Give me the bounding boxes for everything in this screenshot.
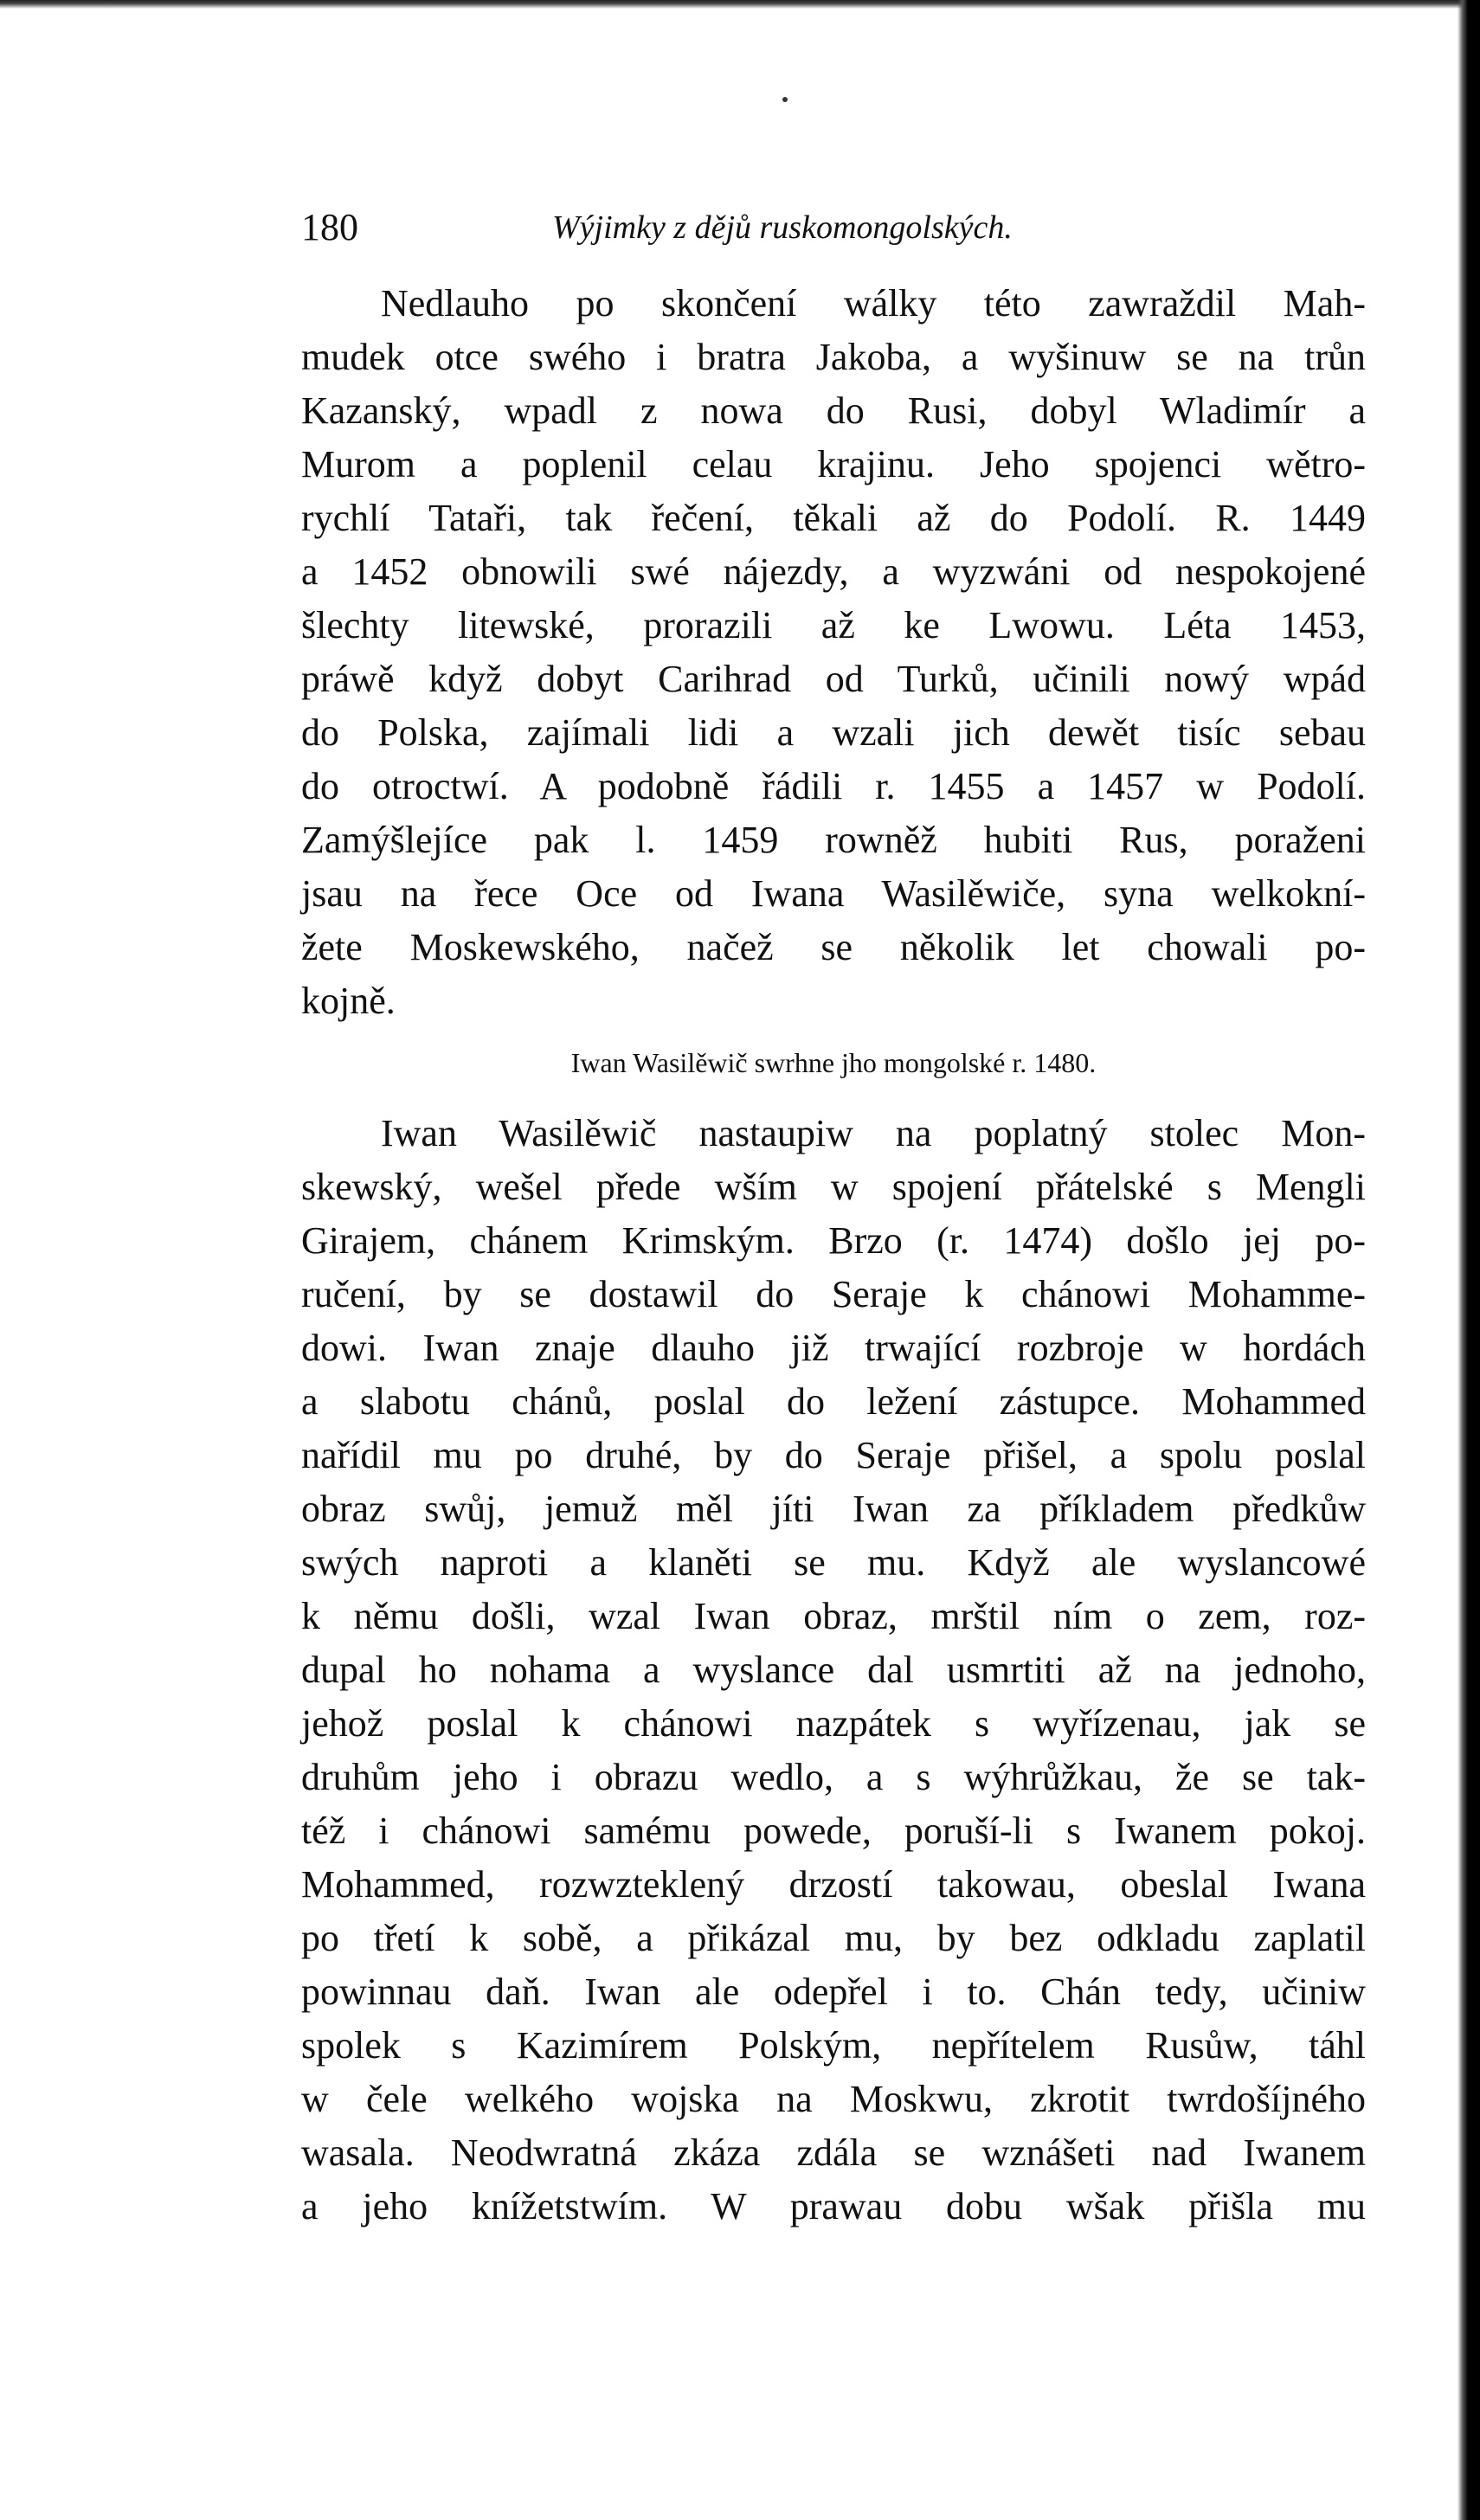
- text-line: Mohammed, rozwzteklený drzostí takowau, obeslal Iwana: [301, 1863, 1366, 1906]
- text-line: též i chánowi samému powede, poruší-li s Iwanem pokoj.: [301, 1810, 1366, 1852]
- text-line: swých naproti a klaněti se mu. Když ale wyslancowé: [301, 1541, 1366, 1584]
- text-line: mudek otce swého i bratra Jakoba, a wyšinuw se na trůn: [301, 336, 1366, 378]
- text-line: kojně.: [301, 980, 396, 1022]
- text-line: Girajem, chánem Krimským. Brzo (r. 1474) došlo jej po-: [301, 1219, 1366, 1262]
- text-line: k němu došli, wzal Iwan obraz, mrštil ním o zem, roz-: [301, 1595, 1366, 1637]
- text-line: šlechty litewské, prorazili až ke Lwowu. Léta 1453,: [301, 604, 1366, 646]
- page-number: 180: [301, 206, 358, 248]
- page-right-edge: [1457, 0, 1480, 2520]
- text-line: Kazanský, wpadl z nowa do Rusi, dobyl Wladimír a: [301, 389, 1366, 432]
- text-line: druhům jeho i obrazu wedlo, a s wýhrůžkau, že se tak-: [301, 1756, 1366, 1798]
- print-speck: [782, 97, 788, 102]
- text-line: nařídil mu po druhé, by do Seraje přišel, a spolu poslal: [301, 1434, 1366, 1476]
- text-line: Iwan Wasilěwič nastaupiw na poplatný stolec Mon-: [381, 1112, 1366, 1154]
- text-line: spolek s Kazimírem Polským, nepřítelem Rusůw, táhl: [301, 2024, 1366, 2067]
- text-line: w čele welkého wojska na Moskwu, zkrotit twrdošíjného: [301, 2078, 1366, 2120]
- text-line: skewský, wešel přede wším w spojení přátelské s Mengli: [301, 1166, 1366, 1208]
- text-line: rychlí Tataři, tak řečení, těkali až do Podolí. R. 1449: [301, 497, 1366, 539]
- text-line: obraz swůj, jemuž měl jíti Iwan za příkladem předkůw: [301, 1488, 1366, 1530]
- text-line: powinnau daň. Iwan ale odepřel i to. Chán tedy, učiniw: [301, 1970, 1366, 2013]
- text-line: dowi. Iwan znaje dlauho již trwající rozbroje w hordách: [301, 1327, 1366, 1369]
- running-title: Wýjimky z dějů ruskomongolských.: [552, 209, 1013, 246]
- page-top-edge: [0, 0, 1480, 9]
- section-heading: Iwan Wasilěwič swrhne jho mongolské r. 1480.: [570, 1047, 1097, 1078]
- text-line: práwě když dobyt Carihrad od Turků, učinili nowý wpád: [301, 658, 1366, 700]
- paragraph-2: [301, 1107, 1366, 2234]
- text-line: jsau na řece Oce od Iwana Wasilěwiče, syna welkokní-: [301, 872, 1366, 915]
- running-head: [301, 197, 1366, 258]
- paragraph-1: [301, 277, 1366, 1028]
- text-line: Nedlauho po skončení wálky této zawraždil Mah-: [381, 282, 1366, 325]
- text-line: wasala. Neodwratná zkáza zdála se wznášeti nad Iwanem: [301, 2131, 1366, 2174]
- text-line: po třetí k sobě, a přikázal mu, by bez odkladu zaplatil: [301, 1917, 1366, 1959]
- text-line: do otroctwí. A podobně řádili r. 1455 a 1457 w Podolí.: [301, 765, 1366, 807]
- text-line: Zamýšlejíce pak l. 1459 rowněž hubiti Rus, poraženi: [301, 819, 1366, 861]
- text-line: do Polska, zajímali lidi a wzali jich dewět tisíc sebau: [301, 711, 1366, 754]
- text-line: jehož poslal k chánowi nazpátek s wyřízenau, jak se: [301, 1702, 1366, 1745]
- text-line: a jeho knížetstwím. W prawau dobu wšak přišla mu: [301, 2185, 1366, 2228]
- text-line: a slabotu chánů, poslal do ležení zástupce. Mohammed: [301, 1380, 1366, 1423]
- text-line: dupal ho nohama a wyslance dal usmrtiti až na jednoho,: [301, 1649, 1366, 1691]
- text-line: ručení, by se dostawil do Seraje k chánowi Mohamme-: [301, 1273, 1366, 1315]
- text-line: a 1452 obnowili swé nájezdy, a wyzwáni od nespokojené: [301, 550, 1366, 593]
- text-line: žete Moskewského, načež se několik let chowali po-: [301, 926, 1366, 968]
- text-line: Murom a poplenil celau krajinu. Jeho spojenci wětro-: [301, 443, 1366, 485]
